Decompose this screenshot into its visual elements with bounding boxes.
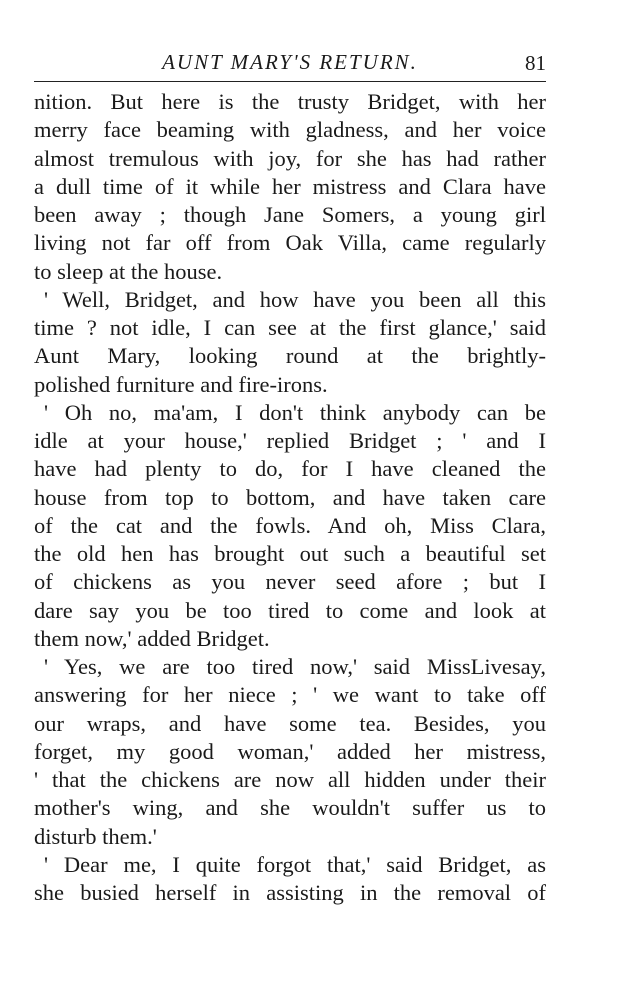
text-line: forget, my good woman,' added her mistress, xyxy=(34,738,546,764)
running-head xyxy=(34,50,546,82)
text-line: have had plenty to do, for I have cleaned the xyxy=(34,456,546,482)
text-line: time ? not idle, I can see at the first glance,' said xyxy=(34,315,546,340)
text-line: polished furniture and fire-irons. xyxy=(34,371,328,397)
text-line: of chickens as you never seed afore ; but I xyxy=(34,569,546,595)
text-line: ' that the chickens are now all hidden under their xyxy=(34,767,546,792)
text-line: dare say you be too tired to come and look at xyxy=(34,597,546,623)
text-line: idle at your house,' replied Bridget ; ' and I xyxy=(34,428,546,453)
text-line: disturb them.' xyxy=(34,823,157,849)
text-line: nition. But here is the trusty Bridget, with her xyxy=(34,89,546,114)
page-number: 81 xyxy=(525,51,546,75)
text-line: ' Well, Bridget, and how have you been all this xyxy=(44,286,546,312)
text-line: she busied herself in assisting in the removal of xyxy=(34,880,546,905)
header-rule xyxy=(34,81,546,82)
body-text xyxy=(34,88,546,907)
text-line: Aunt Mary, looking round at the brightly- xyxy=(34,343,546,369)
text-line: mother's wing, and she wouldn't suffer us to xyxy=(34,795,546,821)
text-line: the old hen has brought out such a beautiful set xyxy=(34,541,546,566)
text-line: living not far off from Oak Villa, came regularly xyxy=(34,230,546,256)
text-line: ' Yes, we are too tired now,' said MissLivesay, xyxy=(44,654,546,679)
text-line: almost tremulous with joy, for she has had rather xyxy=(34,145,546,171)
text-line: been away ; though Jane Somers, a young girl xyxy=(34,202,546,227)
text-line: merry face beaming with gladness, and her voice xyxy=(34,117,546,143)
text-line: a dull time of it while her mistress and Clara have xyxy=(34,173,546,199)
text-line: ' Dear me, I quite forgot that,' said Bridget, as xyxy=(44,851,546,877)
text-line: them now,' added Bridget. xyxy=(34,625,270,651)
text-line: answering for her niece ; ' we want to take off xyxy=(34,682,546,708)
text-line: of the cat and the fowls. And oh, Miss Clara, xyxy=(34,512,546,538)
running-title: AUNT MARY'S RETURN. xyxy=(162,50,418,74)
text-line: house from top to bottom, and have taken care xyxy=(34,484,546,510)
text-line: our wraps, and have some tea. Besides, you xyxy=(34,710,546,736)
text-line: ' Oh no, ma'am, I don't think anybody can be xyxy=(44,399,546,425)
text-line: to sleep at the house. xyxy=(34,258,223,284)
